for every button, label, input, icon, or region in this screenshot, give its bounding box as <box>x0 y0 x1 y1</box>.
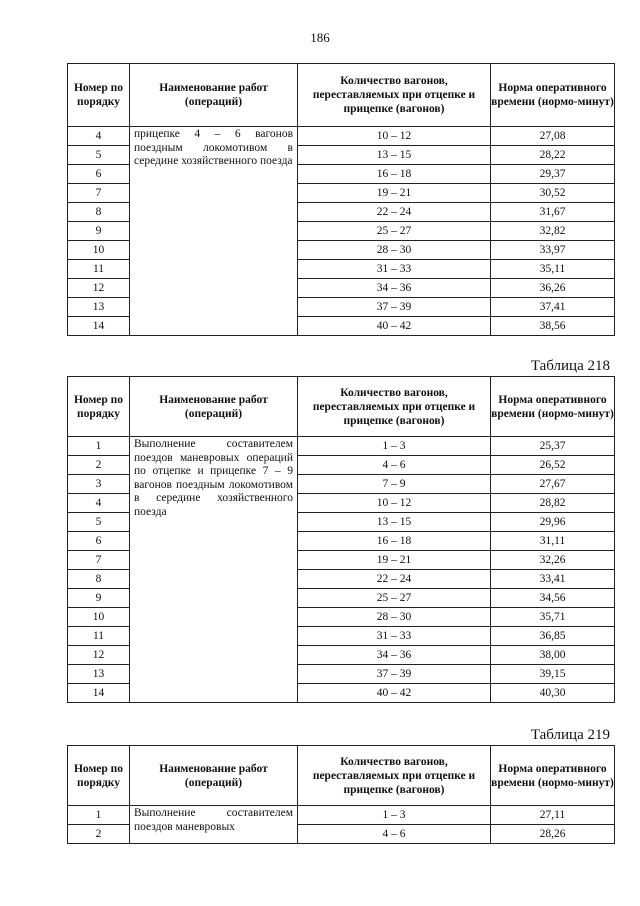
norm-time-value: 28,22 <box>491 146 615 165</box>
header-name: Наименование работ (операций) <box>130 377 298 437</box>
norm-time-value: 34,56 <box>491 589 615 608</box>
wagon-count-range: 28 – 30 <box>298 608 491 627</box>
wagon-count-range: 16 – 18 <box>298 165 491 184</box>
wagon-count-range: 25 – 27 <box>298 222 491 241</box>
norm-time-value: 31,67 <box>491 203 615 222</box>
wagon-count-range: 31 – 33 <box>298 627 491 646</box>
row-number: 2 <box>68 825 130 844</box>
row-number: 1 <box>68 806 130 825</box>
norm-time-value: 33,41 <box>491 570 615 589</box>
header-number: Номер по порядку <box>68 64 130 127</box>
wagon-count-range: 13 – 15 <box>298 146 491 165</box>
wagon-count-range: 25 – 27 <box>298 589 491 608</box>
wagon-count-range: 22 – 24 <box>298 203 491 222</box>
wagon-count-range: 34 – 36 <box>298 646 491 665</box>
norm-time-value: 30,52 <box>491 184 615 203</box>
wagon-count-range: 1 – 3 <box>298 437 491 456</box>
wagon-count-range: 31 – 33 <box>298 260 491 279</box>
row-number: 5 <box>68 513 130 532</box>
wagon-count-range: 22 – 24 <box>298 570 491 589</box>
row-number: 10 <box>68 241 130 260</box>
norm-time-value: 26,52 <box>491 456 615 475</box>
row-number: 7 <box>68 184 130 203</box>
row-number: 7 <box>68 551 130 570</box>
norm-time-value: 29,37 <box>491 165 615 184</box>
table-218 <box>67 376 615 703</box>
row-number: 5 <box>68 146 130 165</box>
row-number: 11 <box>68 627 130 646</box>
wagon-count-range: 34 – 36 <box>298 279 491 298</box>
norms-table-continued <box>67 63 615 336</box>
row-number: 14 <box>68 317 130 336</box>
wagon-count-range: 40 – 42 <box>298 317 491 336</box>
table-219 <box>67 745 615 844</box>
header-name: Наименование работ (операций) <box>130 64 298 127</box>
table-row <box>68 437 615 456</box>
norm-time-value: 32,82 <box>491 222 615 241</box>
header-number: Номер по порядку <box>68 746 130 806</box>
wagon-count-range: 13 – 15 <box>298 513 491 532</box>
row-number: 3 <box>68 475 130 494</box>
norm-time-value: 36,26 <box>491 279 615 298</box>
wagon-count-range: 10 – 12 <box>298 494 491 513</box>
norm-time-value: 27,11 <box>491 806 615 825</box>
norm-time-value: 27,67 <box>491 475 615 494</box>
row-number: 13 <box>68 665 130 684</box>
norm-time-value: 39,15 <box>491 665 615 684</box>
norm-time-value: 38,00 <box>491 646 615 665</box>
norm-time-value: 27,08 <box>491 127 615 146</box>
norm-time-value: 31,11 <box>491 532 615 551</box>
wagon-count-range: 7 – 9 <box>298 475 491 494</box>
row-number: 8 <box>68 203 130 222</box>
header-norm: Норма оперативного времени (нормо-минут) <box>491 64 615 127</box>
header-number: Номер по порядку <box>68 377 130 437</box>
row-number: 12 <box>68 279 130 298</box>
row-number: 6 <box>68 532 130 551</box>
norm-time-value: 40,30 <box>491 684 615 703</box>
row-number: 4 <box>68 127 130 146</box>
norm-time-value: 38,56 <box>491 317 615 336</box>
table-header-row <box>68 64 615 127</box>
header-norm: Норма оперативного времени (нормо-минут) <box>491 746 615 806</box>
wagon-count-range: 19 – 21 <box>298 551 491 570</box>
row-number: 12 <box>68 646 130 665</box>
wagon-count-range: 19 – 21 <box>298 184 491 203</box>
norm-time-value: 25,37 <box>491 437 615 456</box>
operation-description: Выполнение составителем поездов маневровых операций по отцепке и прицепке 7 – 9 вагонов поездным локомотивом в середине хозяйственного поезда <box>130 437 298 703</box>
row-number: 1 <box>68 437 130 456</box>
wagon-count-range: 4 – 6 <box>298 825 491 844</box>
table-row <box>68 127 615 146</box>
table-218-title: Таблица 218 <box>530 358 610 374</box>
wagon-count-range: 40 – 42 <box>298 684 491 703</box>
row-number: 9 <box>68 222 130 241</box>
row-number: 6 <box>68 165 130 184</box>
norm-time-value: 37,41 <box>491 298 615 317</box>
norm-time-value: 29,96 <box>491 513 615 532</box>
norm-time-value: 36,85 <box>491 627 615 646</box>
header-name: Наименование работ (операций) <box>130 746 298 806</box>
row-number: 14 <box>68 684 130 703</box>
operation-description: Выполнение составителем поездов маневровых <box>130 806 298 844</box>
wagon-count-range: 10 – 12 <box>298 127 491 146</box>
table-row <box>68 806 615 825</box>
norm-time-value: 28,26 <box>491 825 615 844</box>
norm-time-value: 35,11 <box>491 260 615 279</box>
operation-description: прицепке 4 – 6 вагонов поездным локомотивом в середине хозяйственного поезда <box>130 127 298 336</box>
row-number: 9 <box>68 589 130 608</box>
wagon-count-range: 28 – 30 <box>298 241 491 260</box>
row-number: 2 <box>68 456 130 475</box>
wagon-count-range: 4 – 6 <box>298 456 491 475</box>
header-wagons: Количество вагонов, переставляемых при отцепке и прицепке (вагонов) <box>298 64 491 127</box>
norm-time-value: 35,71 <box>491 608 615 627</box>
row-number: 8 <box>68 570 130 589</box>
header-norm: Норма оперативного времени (нормо-минут) <box>491 377 615 437</box>
row-number: 11 <box>68 260 130 279</box>
norm-time-value: 33,97 <box>491 241 615 260</box>
wagon-count-range: 37 – 39 <box>298 298 491 317</box>
table-header-row <box>68 746 615 806</box>
row-number: 13 <box>68 298 130 317</box>
wagon-count-range: 1 – 3 <box>298 806 491 825</box>
table-header-row <box>68 377 615 437</box>
header-wagons: Количество вагонов, переставляемых при отцепке и прицепке (вагонов) <box>298 746 491 806</box>
table-219-title: Таблица 219 <box>530 727 610 743</box>
wagon-count-range: 16 – 18 <box>298 532 491 551</box>
norm-time-value: 32,26 <box>491 551 615 570</box>
row-number: 10 <box>68 608 130 627</box>
header-wagons: Количество вагонов, переставляемых при отцепке и прицепке (вагонов) <box>298 377 491 437</box>
wagon-count-range: 37 – 39 <box>298 665 491 684</box>
norm-time-value: 28,82 <box>491 494 615 513</box>
row-number: 4 <box>68 494 130 513</box>
page-number: 186 <box>310 30 330 45</box>
